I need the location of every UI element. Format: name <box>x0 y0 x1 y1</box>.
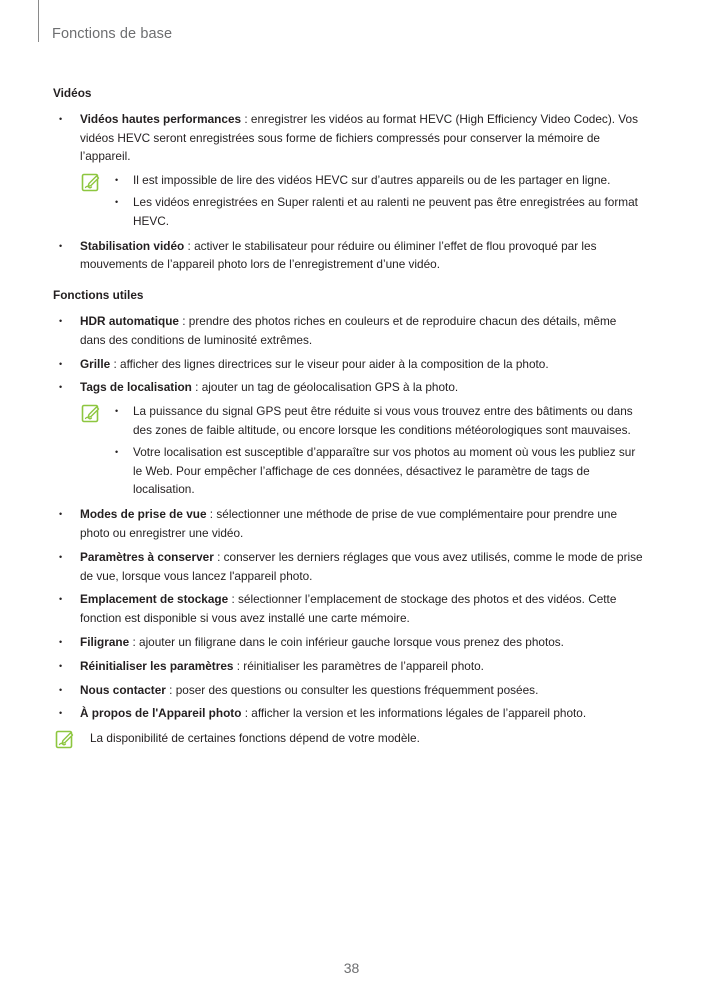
list-item-grille <box>53 355 645 374</box>
note-item: • Votre localisation est susceptible d’apparaître sur vos photos au moment où vous les publiez sur le Web. Pour empêcher l’affichage de ces données, désactivez le paramètre de tags de localisation. <box>106 443 645 499</box>
list-item-tags <box>53 378 645 397</box>
item-label: À propos de l'Appareil photo <box>80 706 242 721</box>
item-label: Tags de localisation <box>80 380 192 395</box>
list-item-hevc <box>53 110 645 166</box>
item-text: : afficher la version et les informations légales de l’appareil photo. <box>241 706 587 721</box>
item-label: Grille <box>80 356 111 371</box>
list-item-modes <box>53 505 645 543</box>
item-label: HDR automatique <box>80 313 179 328</box>
note-gps <box>53 402 645 499</box>
note-item: • La puissance du signal GPS peut être réduite si vous vous trouvez entre des bâtiments ou dans des zones de faible altitude, ou encore lorsque les conditions météorologiques sont mauvaises. <box>106 402 645 440</box>
item-text: : ajouter un tag de géolocalisation GPS à la photo. <box>191 380 459 395</box>
list-item-stockage <box>53 590 645 628</box>
list-item-hdr <box>53 312 645 350</box>
item-text: : conserver les derniers réglages que vous avez utilisés, comme le mode de prise de vue, lorsque vous lancez l'appareil photo. <box>80 549 643 583</box>
item-label: Filigrane <box>80 634 130 649</box>
item-label: Emplacement de stockage <box>80 592 229 607</box>
item-text: : enregistrer les vidéos au format HEVC (High Efficiency Video Codec). Vos vidéos HEVC seront enregistrées sous forme de fichiers compressés pour conserver la mémoire de l’appareil. <box>80 111 638 164</box>
note-pencil-icon <box>55 730 75 750</box>
note-text: La disponibilité de certaines fonctions dépend de votre modèle. <box>90 731 420 746</box>
note-item: • Il est impossible de lire des vidéos HEVC sur d’autres appareils ou de les partager en ligne. <box>106 171 645 190</box>
note-availability <box>53 729 645 748</box>
item-label: Vidéos hautes performances <box>80 111 242 126</box>
page-content <box>53 84 645 748</box>
item-text: : ajouter un filigrane dans le coin inférieur gauche lorsque vous prenez des photos. <box>129 634 564 649</box>
item-label: Stabilisation vidéo <box>80 238 185 253</box>
header-title: Fonctions de base <box>52 26 173 42</box>
list-item-parametres <box>53 548 645 586</box>
item-label: Modes de prise de vue <box>80 507 207 522</box>
item-text: : poser des questions ou consulter les questions fréquemment posées. <box>165 682 539 697</box>
list-item-contact <box>53 681 645 700</box>
item-label: Nous contacter <box>80 682 166 697</box>
item-text: : sélectionner une méthode de prise de vue complémentaire pour prendre une photo ou enregistrer une vidéo. <box>80 507 618 540</box>
item-text: : prendre des photos riches en couleurs et de reproduire chacun des détails, même dans des conditions de luminosité extrêmes. <box>80 313 617 347</box>
note-pencil-icon <box>81 173 101 193</box>
list-item-filigrane <box>53 633 645 652</box>
page-number: 38 <box>343 960 360 976</box>
item-text: : sélectionner l’emplacement de stockage des photos et des vidéos. Cette fonction est disponible si vous avez installé une carte mémoire. <box>80 592 617 626</box>
item-label: Paramètres à conserver <box>80 549 214 564</box>
list-item-reinitialiser <box>53 657 645 676</box>
section-title-videos: Vidéos <box>53 86 92 100</box>
item-text: : afficher des lignes directrices sur le viseur pour aider à la composition de la photo. <box>110 356 549 371</box>
item-label: Réinitialiser les paramètres <box>80 658 234 673</box>
item-text: : activer le stabilisateur pour réduire ou éliminer l’effet de flou provoqué par les mouvements de l’appareil photo lors de l’enregistrement d’une vidéo. <box>80 238 597 272</box>
note-hevc <box>53 171 645 230</box>
note-item: • Les vidéos enregistrées en Super ralenti et au ralenti ne peuvent pas être enregistrées au format HEVC. <box>106 193 645 231</box>
header-rule <box>38 0 39 42</box>
section-title-utils: Fonctions utiles <box>53 288 144 303</box>
list-item-apropos <box>53 704 645 723</box>
list-item-stabilisation <box>53 237 645 275</box>
item-text: : réinitialiser les paramètres de l’appareil photo. <box>233 658 484 673</box>
note-pencil-icon <box>81 404 101 424</box>
